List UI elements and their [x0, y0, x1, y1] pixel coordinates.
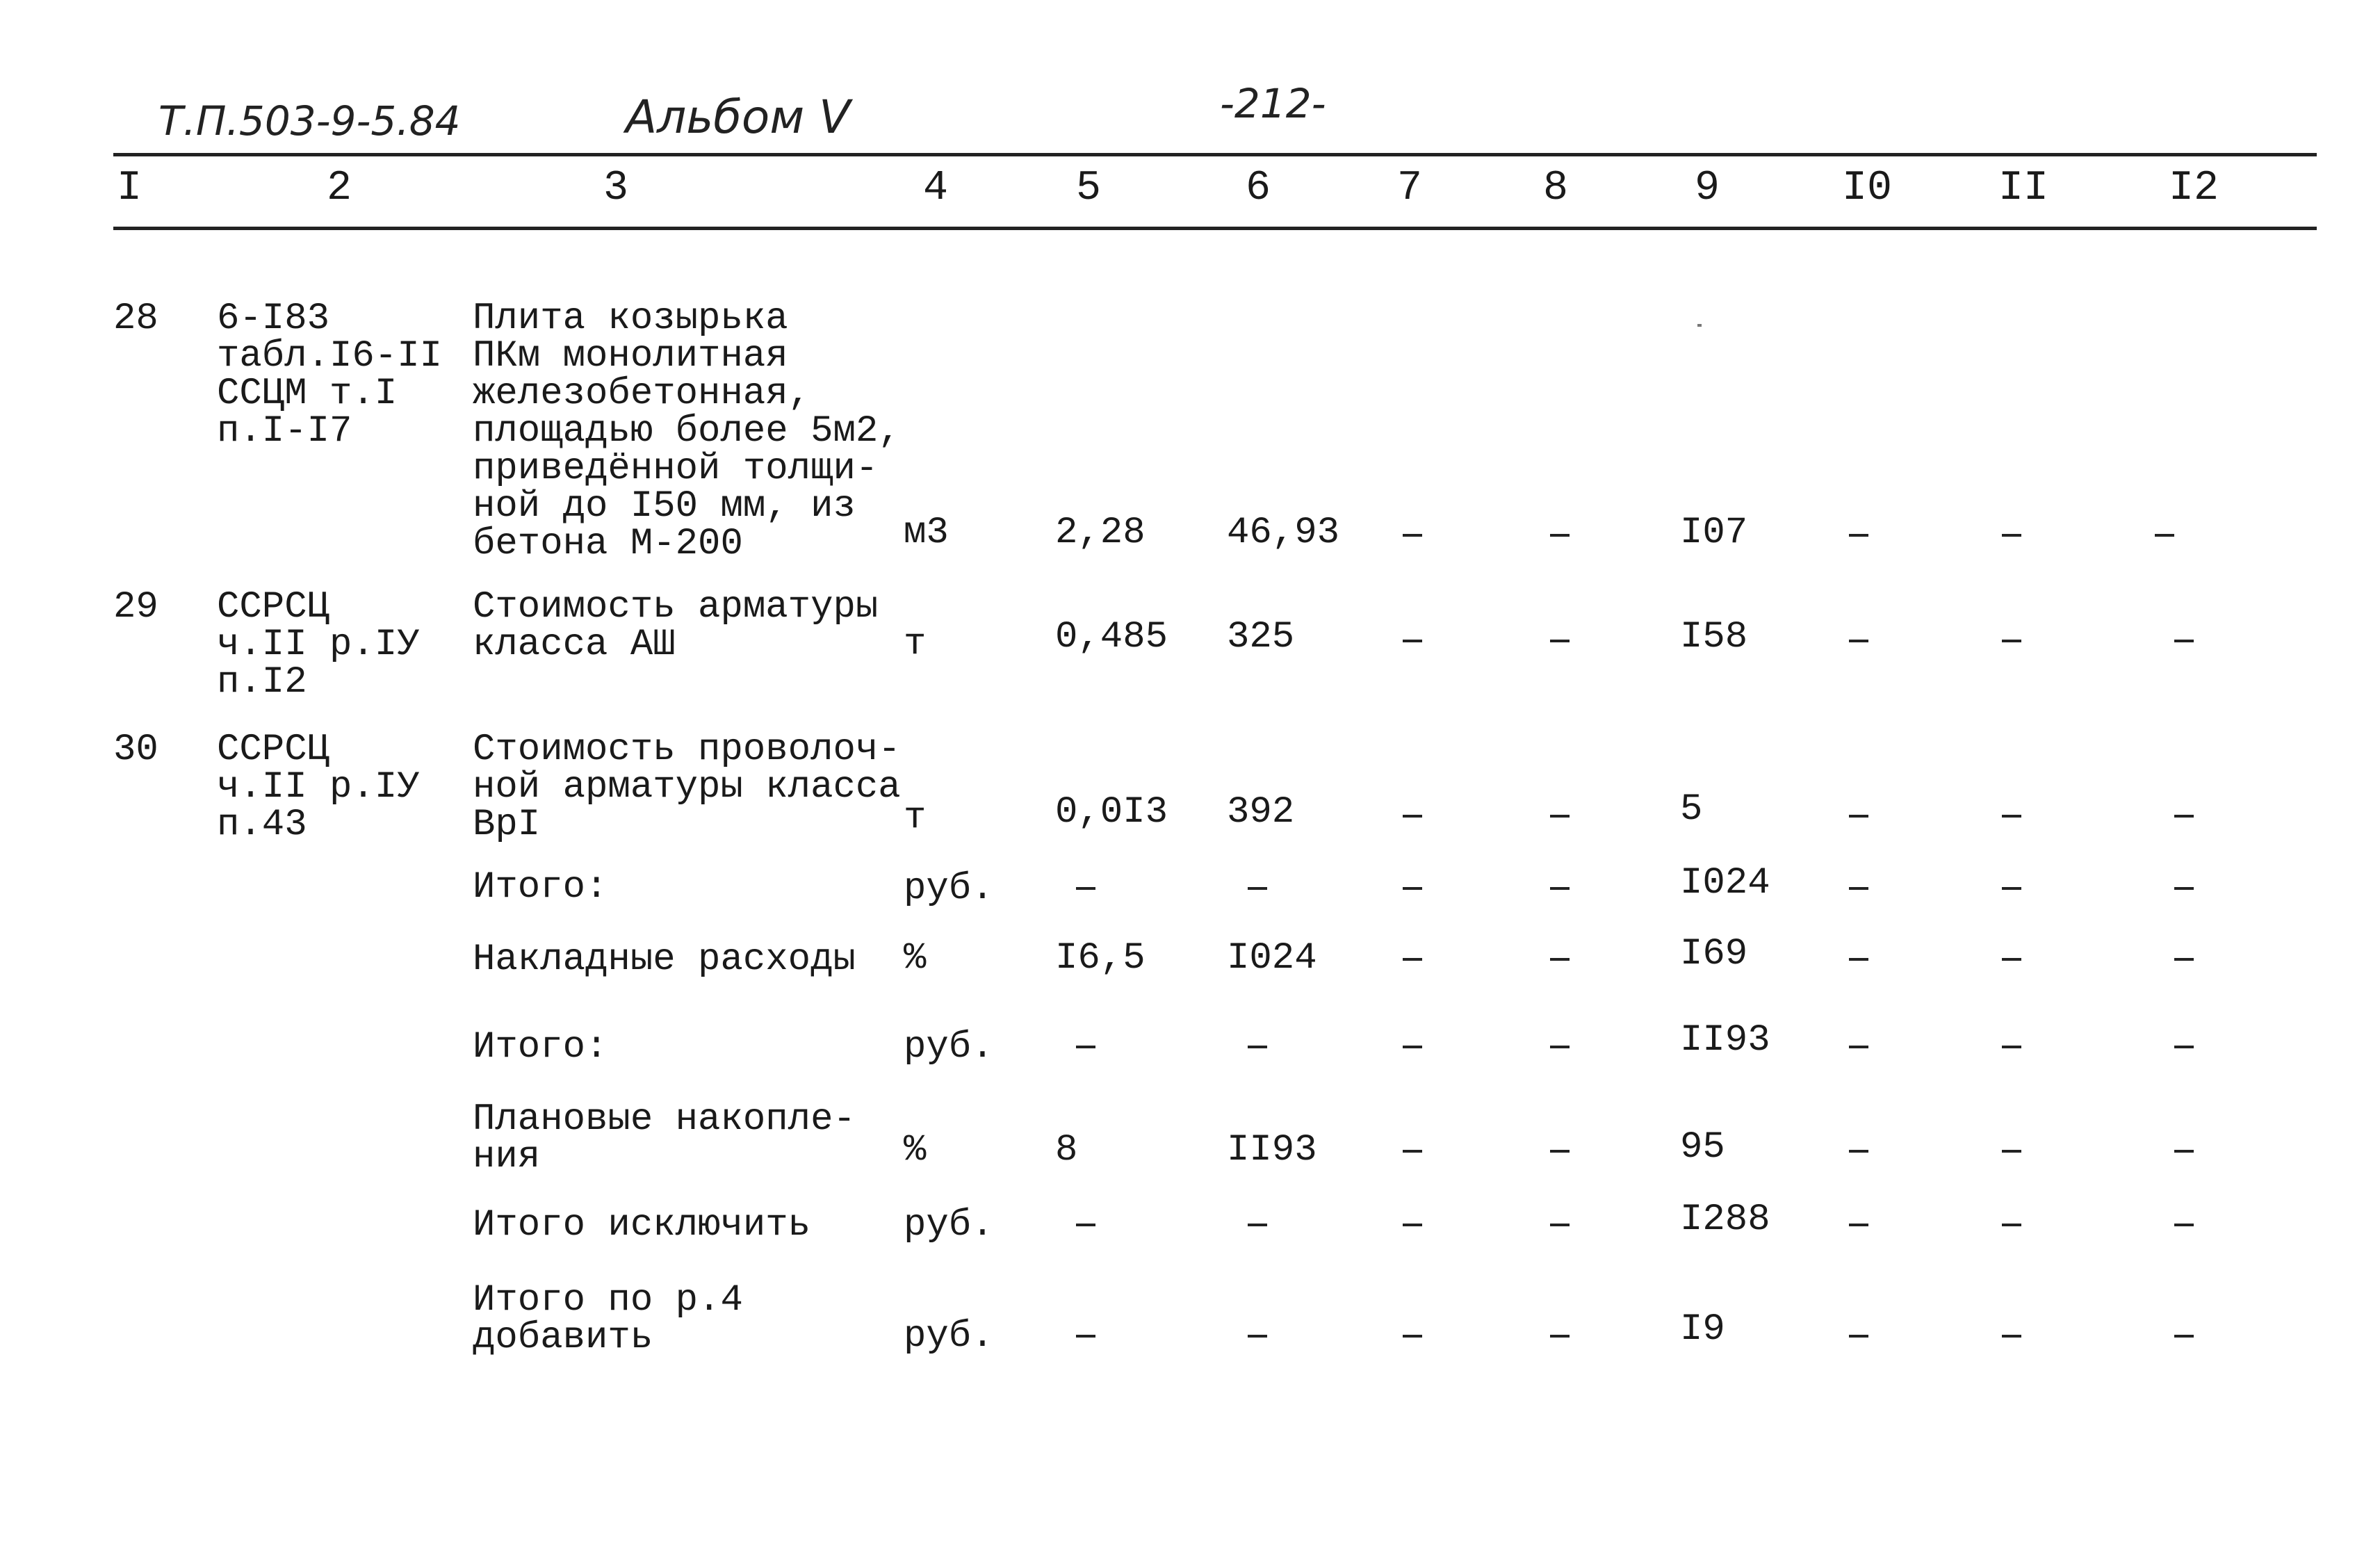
- col-num-12: I2: [2169, 165, 2219, 212]
- work-description: Стоимость арматуры класса АШ: [473, 586, 879, 666]
- dash-col-12: [2174, 1046, 2194, 1048]
- dash-col-5: [1076, 1046, 1095, 1048]
- dash-col-8: [1550, 1150, 1570, 1153]
- dash-col-12: [2174, 887, 2194, 890]
- unit-price: I024: [1227, 937, 1317, 980]
- dash-col-8: [1550, 1224, 1570, 1226]
- dash-col-8: [1550, 815, 1570, 818]
- col-num-4: 4: [923, 165, 949, 212]
- dash-col-10: [1849, 1335, 1868, 1338]
- norm-reference: ССРСЦ ч.II р.IУ п.I2: [217, 586, 420, 704]
- norm-reference: 6-I83 табл.I6-II ССЦМ т.I п.I-I7: [217, 298, 443, 453]
- work-description: Плановые накопле- ния: [473, 1098, 856, 1178]
- unit: %: [904, 937, 927, 980]
- col-num-9: 9: [1695, 165, 1720, 212]
- total-value: I69: [1680, 933, 1748, 975]
- work-description: Стоимость проволоч- ной арматуры класса ВрI: [473, 729, 901, 846]
- unit: руб.: [904, 1315, 994, 1358]
- dash-col-7: [1403, 1335, 1422, 1338]
- quantity: I6,5: [1055, 937, 1146, 980]
- dash-col-7: [1403, 534, 1422, 537]
- unit: т: [904, 623, 927, 665]
- dash-col-11: [2002, 1224, 2021, 1226]
- dash-col-8: [1550, 958, 1570, 961]
- total-value: I07: [1680, 512, 1748, 554]
- unit: %: [904, 1129, 927, 1171]
- total-value: 5: [1680, 788, 1703, 831]
- scan-speck: [1697, 324, 1702, 327]
- unit: руб.: [904, 1026, 994, 1069]
- dash-col-8: [1550, 1046, 1570, 1048]
- dash-col-10: [1849, 958, 1868, 961]
- dash-col-6: [1248, 1046, 1267, 1048]
- dash-col-7: [1403, 887, 1422, 890]
- dash-col-8: [1550, 887, 1570, 890]
- dash-col-11: [2002, 815, 2021, 818]
- page-number: -212-: [1220, 80, 1326, 127]
- dash-col-5: [1076, 887, 1095, 890]
- col-num-10: I0: [1842, 165, 1893, 212]
- dash-col-5: [1076, 1335, 1095, 1338]
- dash-col-12: [2174, 640, 2194, 642]
- dash-col-10: [1849, 887, 1868, 890]
- dash-col-10: [1849, 534, 1868, 537]
- unit: руб.: [904, 1204, 994, 1246]
- dash-col-5: [1076, 1224, 1095, 1226]
- col-num-2: 2: [327, 165, 352, 212]
- dash-col-12: [2174, 1335, 2194, 1338]
- album-title: Альбом V: [626, 90, 851, 144]
- dash-col-7: [1403, 1224, 1422, 1226]
- row-number: 28: [113, 298, 158, 340]
- dash-col-7: [1403, 1046, 1422, 1048]
- dash-col-10: [1849, 815, 1868, 818]
- total-value: I58: [1680, 616, 1748, 658]
- work-description: Итого:: [473, 866, 608, 909]
- unit: руб.: [904, 868, 994, 910]
- total-value: II93: [1680, 1019, 1770, 1062]
- col-num-5: 5: [1076, 165, 1102, 212]
- work-description: Накладные расходы: [473, 939, 856, 981]
- header-bottom-rule: [113, 227, 2317, 230]
- dash-col-7: [1403, 640, 1422, 642]
- dash-col-6: [1248, 1335, 1267, 1338]
- total-value: I288: [1680, 1199, 1770, 1241]
- dash-col-7: [1403, 1150, 1422, 1153]
- dash-col-8: [1550, 534, 1570, 537]
- header-top-rule: [113, 153, 2317, 156]
- dash-col-12: [2155, 534, 2174, 537]
- unit: т: [904, 797, 927, 839]
- col-num-8: 8: [1543, 165, 1569, 212]
- quantity: 8: [1055, 1129, 1078, 1171]
- dash-col-10: [1849, 1150, 1868, 1153]
- dash-col-8: [1550, 1335, 1570, 1338]
- norm-reference: ССРСЦ ч.II р.IУ п.43: [217, 729, 420, 846]
- row-number: 30: [113, 729, 158, 771]
- dash-col-11: [2002, 887, 2021, 890]
- col-num-6: 6: [1246, 165, 1271, 212]
- col-num-3: 3: [603, 165, 629, 212]
- row-number: 29: [113, 586, 158, 628]
- work-description: Итого по р.4 добавить: [473, 1279, 743, 1359]
- dash-col-11: [2002, 1150, 2021, 1153]
- col-num-1: I: [117, 165, 142, 212]
- dash-col-7: [1403, 815, 1422, 818]
- dash-col-6: [1248, 1224, 1267, 1226]
- dash-col-7: [1403, 958, 1422, 961]
- dash-col-12: [2174, 958, 2194, 961]
- dash-col-12: [2174, 815, 2194, 818]
- work-description: Плита козырька ПКм монолитная железобетонная, площадью более 5м2, приведённой толщи- ной до I50 мм, из бетона М-200: [473, 298, 901, 565]
- dash-col-11: [2002, 958, 2021, 961]
- total-value: I9: [1680, 1308, 1725, 1351]
- dash-col-10: [1849, 640, 1868, 642]
- col-num-7: 7: [1397, 165, 1423, 212]
- dash-col-6: [1248, 887, 1267, 890]
- dash-col-12: [2174, 1224, 2194, 1226]
- col-num-11: II: [1998, 165, 2049, 212]
- quantity: 0,0I3: [1055, 791, 1168, 834]
- doc-code: Т.П.503-9-5.84: [158, 97, 461, 145]
- dash-col-11: [2002, 534, 2021, 537]
- work-description: Итого исключить: [473, 1204, 811, 1246]
- total-value: I024: [1680, 862, 1770, 904]
- dash-col-8: [1550, 640, 1570, 642]
- unit-price: 325: [1227, 616, 1295, 658]
- unit-price: 46,93: [1227, 512, 1340, 554]
- total-value: 95: [1680, 1126, 1725, 1169]
- work-description: Итого:: [473, 1026, 608, 1069]
- dash-col-12: [2174, 1150, 2194, 1153]
- quantity: 2,28: [1055, 512, 1146, 554]
- dash-col-10: [1849, 1046, 1868, 1048]
- unit-price: 392: [1227, 791, 1295, 834]
- dash-col-10: [1849, 1224, 1868, 1226]
- dash-col-11: [2002, 1335, 2021, 1338]
- unit: м3: [904, 512, 949, 554]
- quantity: 0,485: [1055, 616, 1168, 658]
- dash-col-11: [2002, 1046, 2021, 1048]
- dash-col-11: [2002, 640, 2021, 642]
- unit-price: II93: [1227, 1129, 1317, 1171]
